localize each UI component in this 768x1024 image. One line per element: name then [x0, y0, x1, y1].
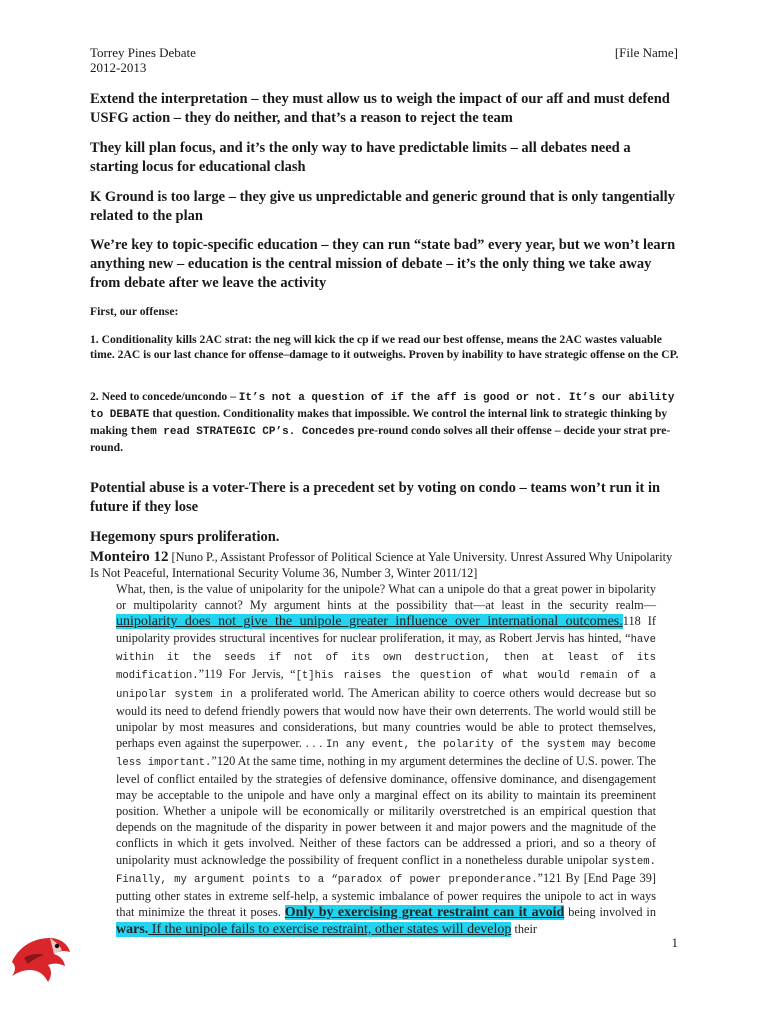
card-text-5: ”120 At the same time, nothing in my argument determines the decline of U.S. power. The level of conflict entailed by the strategies of defensive dominance, offensive dominance, and disengagement may be acceptable to the unipole and have only a marginal effect on its ability to maintain its preeminent position. Whether a unipole will be economically or militarily overstretched is an empirical question that depends on the magnitude of the disparity in power between it and major powers and the magnitude of the conflicts in which it gets involved. Neither of these factors can be addressed a priori, and so a theory of unipolarity must acknowledge the possibility of frequent conflict in a nonetheless durable unipolar [116, 753, 657, 867]
citation-details: [Nuno P., Assistant Professor of Political Science at Yale University. Unrest Assured Why Unipolarity Is Not Peaceful, International Security Volume 36, Number 3, Winter 2011/12] [90, 550, 673, 580]
header-file-name: [File Name] [614, 45, 678, 60]
point2-part-b: It’s not a question of if the aff is good or not. It’s our ability to DEBATE [90, 392, 675, 421]
card-text-3: ”119 For Jervis, “ [198, 667, 296, 682]
evidence-card [116, 581, 656, 938]
point2-part-c: that question. Conditionality makes that impossible. We control the internal link to strategic thinking by making [90, 407, 668, 437]
card-text-1: What, then, is the value of unipolarity for the unipole? What can a unipole do that a great power in bipolarity or multipolarity cannot? My argument hints at the possibility that—at least in the security realm— [116, 582, 656, 613]
card-text-6: ”121 By [End Page 39] putting other states in extreme self-help, a systemic imbalance of power requires the unipole to act in ways that minimize the threat it poses. [116, 870, 656, 919]
tag-plan-focus: They kill plan focus, and it’s the only way to have predictable limits – all debates need a starting locus for educational clash [90, 140, 631, 175]
tag-education: We’re key to topic-specific education – they can run “state bad” every year, but we won’t learn anything new – education is the central mission of debate – it’s the only thing we take away from debate after we leave the activity [90, 237, 676, 291]
card-text-7: being involved in [564, 904, 656, 919]
card-highlight-4: If the unipole fails to exercise restraint, other states will develop [148, 921, 512, 937]
card-mono-4: system. Finally, my argument points to a “paradox of power preponderance. [116, 855, 656, 886]
card-text-4: proliferated world. The American ability to coerce others would decrease but so would its need to defend friendly powers that would now have their own deterrents. The world would still be unipolar by most measures and considerations, but many countries would be able to protect themselves, perhaps even against the superpower. . . . [116, 685, 656, 750]
header-team: Torrey Pines Debate [90, 45, 196, 60]
card-mono-1: have within it the seeds if not of its own destruction, then at least of its modification. [116, 634, 656, 683]
page-header [90, 45, 678, 75]
point2-part-a: 2. Need to concede/uncondo – [90, 390, 239, 403]
card-text-8: their [511, 921, 537, 936]
tag-interpretation: Extend the interpretation – they must allow us to weigh the impact of our aff and must defend USFG action – they do neither, and that’s a reason to reject the team [90, 91, 670, 126]
tag-k-ground: K Ground is too large – they give us unpredictable and generic ground that is only tangentially related to the plan [90, 189, 675, 224]
point2-part-d: them read STRATEGIC CP’s. Concedes [130, 426, 355, 438]
tag-hegemony: Hegemony spurs proliferation. [90, 529, 280, 545]
card-highlight-1: unipolarity does not give the unipole greater influence over international outcomes. [116, 614, 623, 630]
page-number: 1 [671, 935, 678, 950]
falcon-logo-icon [10, 928, 72, 984]
header-year: 2012-2013 [90, 60, 147, 75]
offense-point-1: 1. Conditionality kills 2AC strat: the neg will kick the cp if we read our best offense, means the 2AC wastes valuable time. 2AC is our last chance for offense–damage to it outweighs. Proven by inability to have strategic offense on the CP. [90, 333, 679, 361]
tag-voter: Potential abuse is a voter-There is a precedent set by voting on condo – teams won’t run it in future if they lose [90, 480, 661, 515]
offense-heading: First, our offense: [90, 305, 179, 318]
offense-point-2 [90, 389, 680, 455]
card-highlight-3: wars. [116, 921, 149, 937]
card-mono-2: [t]his raises the question of what would remain of a unipolar system in a [116, 670, 656, 701]
card-mono-3: In any event, the polarity of the system may become less important. [116, 738, 656, 769]
citation-author: Monteiro 12 [90, 549, 169, 565]
citation [90, 549, 680, 581]
card-text-2: 118 If unipolarity provides structural incentives for nuclear proliferation, it may, as Robert Jervis has hinted, “ [116, 614, 656, 646]
card-highlight-2: Only by exercising great restraint can it avoid [284, 904, 565, 920]
point2-part-e: pre-round condo solves all their offense – decide your strat pre-round. [90, 424, 671, 454]
